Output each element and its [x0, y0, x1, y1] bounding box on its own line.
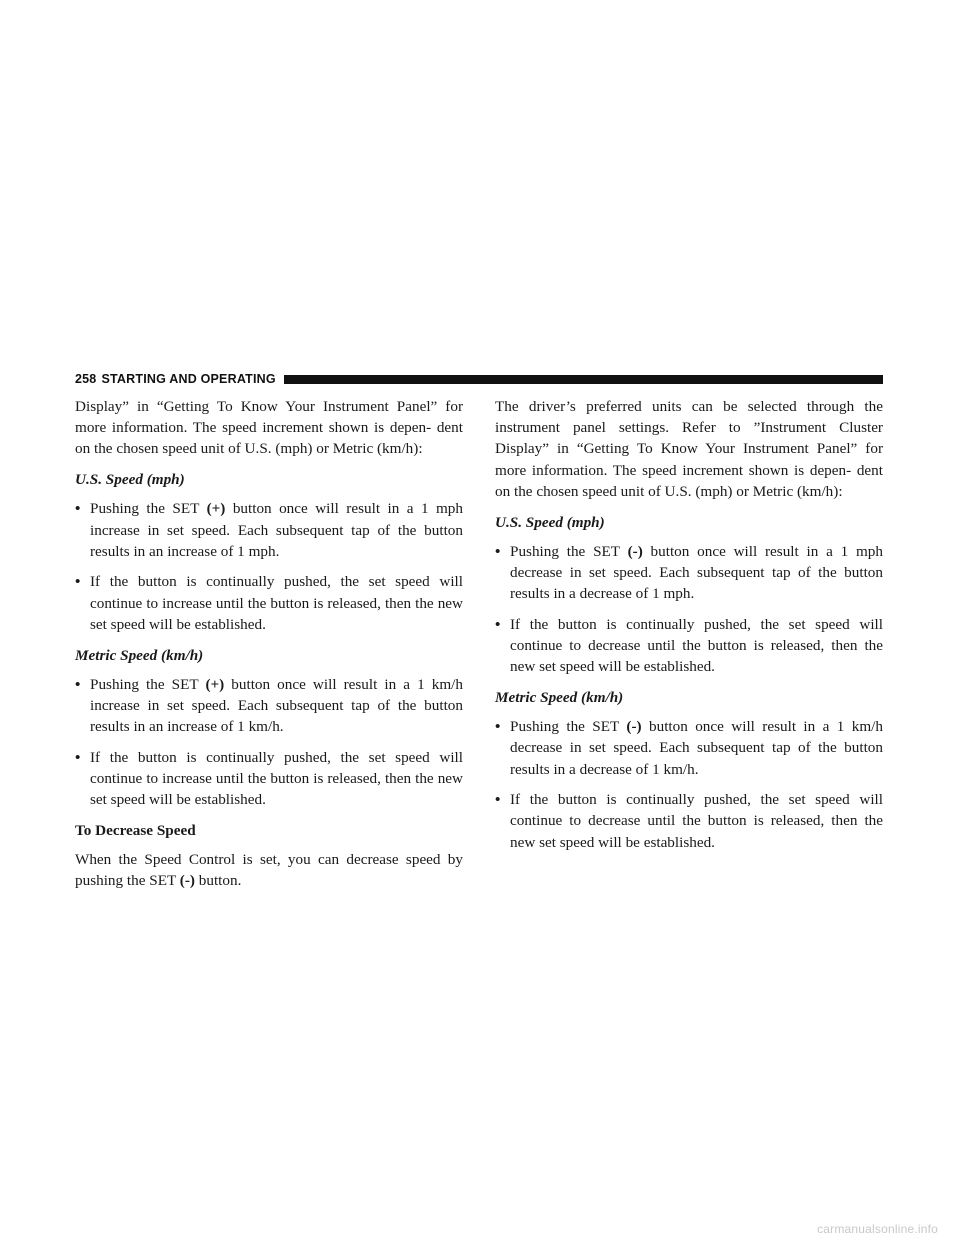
decrease-speed-heading: To Decrease Speed	[75, 821, 196, 839]
list-item: • Pushing the SET (+) button once will result in a 1 km/h increase in set speed. Each subsequent tap of the button results in an increase of 1 km/h.	[75, 675, 463, 736]
bullet-icon: •	[495, 718, 501, 736]
bullet-icon: •	[495, 615, 501, 633]
left-us-speed-heading: U.S. Speed (mph)	[75, 471, 185, 489]
bullet-icon: •	[495, 542, 501, 560]
right-intro-paragraph: The driver’s preferred units can be selected through the instrument panel settings. Refer to ”Instrument Cluster Display” in “Getting To Know Your Instrument Panel” for more information. The speed increment shown is depen- dent on the chosen speed unit of U.S. (mph) or Metric (km/h):	[495, 398, 883, 500]
watermark-text: carmanualsonline.info	[817, 1222, 938, 1236]
list-item: • If the button is continually pushed, the set speed will continue to decrease until the button is released, then the new set speed will be established.	[495, 615, 883, 676]
left-metric-speed-heading: Metric Speed (km/h)	[75, 646, 204, 664]
section-title: STARTING AND OPERATING	[101, 372, 276, 386]
bullet-icon: •	[495, 791, 501, 809]
list-item: • If the button is continually pushed, the set speed will continue to increase until the button is released, then the new set speed will be established.	[75, 748, 463, 809]
page-header	[75, 372, 883, 386]
page-number: 258	[75, 372, 97, 386]
left-intro-paragraph: Display” in “Getting To Know Your Instrument Panel” for more information. The speed increment shown is depen- dent on the chosen speed unit of U.S. (mph) or Metric (km/h):	[75, 398, 463, 458]
list-item: • Pushing the SET (-) button once will result in a 1 mph decrease in set speed. Each subsequent tap of the button results in a decrease of 1 mph.	[495, 542, 883, 603]
bullet-icon: •	[75, 573, 81, 591]
list-item: • Pushing the SET (+) button once will result in a 1 mph increase in set speed. Each subsequent tap of the button results in an increase of 1 mph.	[75, 500, 463, 560]
left-column	[75, 396, 463, 901]
bullet-icon: •	[75, 748, 81, 766]
right-column	[495, 396, 883, 862]
header-rule	[284, 375, 883, 384]
right-us-speed-heading: U.S. Speed (mph)	[495, 513, 605, 531]
list-item: • If the button is continually pushed, the set speed will continue to increase until the button is released, then the new set speed will be established.	[75, 573, 463, 633]
bullet-icon: •	[75, 500, 81, 518]
list-item: • Pushing the SET (-) button once will result in a 1 km/h decrease in set speed. Each subsequent tap of the button results in a decrease of 1 km/h.	[495, 718, 883, 778]
list-item: • If the button is continually pushed, the set speed will continue to decrease until the button is released, then the new set speed will be established.	[495, 791, 883, 851]
right-metric-speed-heading: Metric Speed (km/h)	[495, 688, 624, 706]
bullet-icon: •	[75, 675, 81, 693]
decrease-speed-paragraph: When the Speed Control is set, you can decrease speed by pushing the SET (-) button.	[75, 851, 463, 890]
